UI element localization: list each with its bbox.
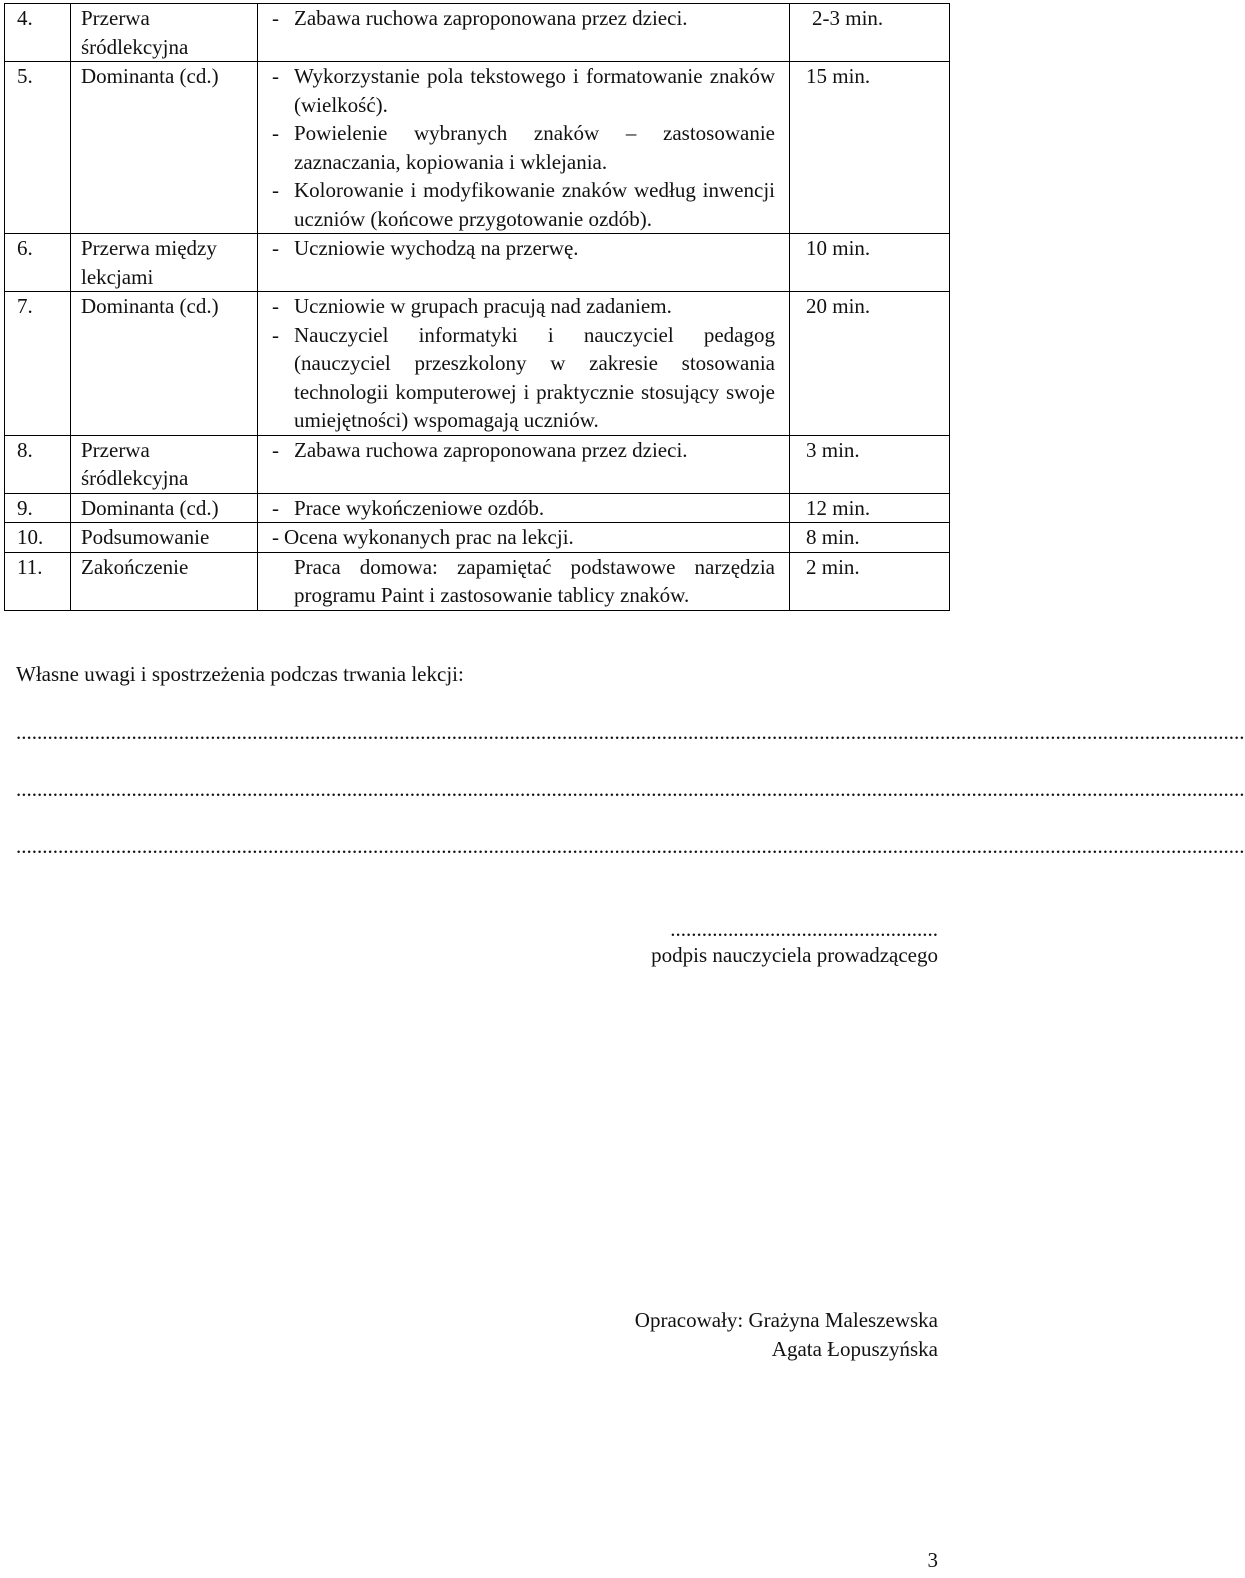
signature-label: podpis nauczyciela prowadzącego [651,943,938,967]
activity-text: Uczniowie wychodzą na przerwę. [294,236,579,260]
activity-dash: - [272,236,279,260]
row-number-cell [5,292,71,436]
activities-cell [258,4,790,62]
phase-name-cell [71,62,258,234]
activities-cell [258,234,790,292]
activity-text: Uczniowie w grupach pracują nad zadaniem. [294,294,672,318]
activity-dash: - [272,64,279,88]
row-number: 7. [17,294,33,318]
activity-text: Powielenie wybranych znaków – zastosowanie zaznaczania, kopiowania i wklejania. [294,121,775,174]
activity-dash: - [272,322,279,347]
phase-name-cell [71,493,258,523]
notes-dot-line-2: .......................................................................................................................................................................................................................................... [16,777,1245,801]
phase-name: Zakończenie [81,554,189,579]
notes-dot-line-3: .......................................................................................................................................................................................................................................... [16,834,1245,858]
authors-block [635,1306,938,1363]
row-number: 9. [17,495,33,520]
activity-text: Kolorowanie i modyfikowanie znaków według inwencji uczniów (końcowe przygotowanie ozdób). [294,178,775,231]
duration: 10 min. [806,236,871,260]
table-row [5,234,950,292]
activity-dash: - [272,294,279,318]
activity-text: Zabawa ruchowa zaproponowana przez dzieci. [294,6,688,30]
duration: 2 min. [806,554,860,579]
authors-line-2: Agata Łopuszyńska [771,1336,938,1361]
phase-name: śródlekcyjna [81,466,189,490]
activities-cell [258,552,790,610]
activities-cell [258,62,790,234]
row-number-cell [5,4,71,62]
row-number: 8. [17,437,33,462]
activity-text: Ocena wykonanych prac na lekcji. [284,525,574,549]
row-number-cell [5,552,71,610]
phase-name-cell [71,234,258,292]
row-number: 11. [17,554,43,579]
notes-dot-line-1: .......................................................................................................................................................................................................................................... [16,720,1245,744]
duration-cell [790,552,950,610]
phase-name: Przerwa [81,6,150,30]
activity-item [258,234,789,263]
activity-dash: - [272,525,279,549]
row-number: 5. [17,64,33,88]
phase-name: Przerwa między [81,236,217,260]
activity-item [258,119,789,176]
phase-name-cell [71,552,258,610]
row-number: 10. [17,525,44,549]
activity-text: Praca domowa: zapamiętać podstawowe narzędzia programu Paint i zastosowanie tablicy znaków. [294,554,775,607]
row-number-cell [5,493,71,523]
duration-cell [790,4,950,62]
duration: 8 min. [806,525,860,549]
row-number-cell [5,435,71,493]
row-number-cell [5,62,71,234]
activity-dash: - [272,121,279,145]
activity-dash: - [272,437,279,462]
lesson-plan-table [4,3,950,611]
duration-cell [790,292,950,436]
duration: 3 min. [806,437,860,462]
signature-dot-line: ................................................... [670,917,938,941]
activity-text: Zabawa ruchowa zaproponowana przez dzieci. [294,437,688,462]
duration-cell [790,62,950,234]
phase-name: Dominanta (cd.) [81,495,219,520]
activity-dash: - [272,6,279,30]
table-row [5,62,950,234]
activity-item [258,292,789,321]
activities-cell [258,523,790,553]
activity-item [258,4,789,33]
row-number-cell [5,234,71,292]
activity-item [258,321,789,435]
row-number: 4. [17,6,33,30]
activity-item [258,523,789,552]
activities-cell [258,292,790,436]
activity-item [258,176,789,233]
phase-name: lekcjami [81,264,154,289]
activity-dash [272,553,294,610]
phase-name-cell [71,435,258,493]
activity-item [258,494,789,523]
phase-name: Dominanta (cd.) [81,64,219,88]
table-row [5,523,950,553]
table-row [5,493,950,523]
row-number: 6. [17,236,33,260]
authors-line-1: Opracowały: Grażyna Maleszewska [634,1308,938,1332]
activity-text: Prace wykończeniowe ozdób. [294,495,545,520]
duration-cell [790,435,950,493]
activity-item [258,436,789,465]
activity-dash: - [272,178,279,202]
duration-cell [790,493,950,523]
duration: 20 min. [806,294,871,318]
duration-cell [790,234,950,292]
phase-name: Przerwa [81,437,150,462]
phase-name-cell [71,4,258,62]
row-number-cell [5,523,71,553]
phase-name: Dominanta (cd.) [81,294,219,318]
activity-dash: - [272,495,279,520]
phase-name: śródlekcyjna [81,34,189,59]
phase-name-cell [71,292,258,436]
phase-name-cell [71,523,258,553]
phase-name: Podsumowanie [81,525,210,549]
duration: 15 min. [806,64,871,88]
activity-text: Nauczyciel informatyki i nauczyciel pedagog (nauczyciel przeszkolony w zakresie stosowania technologii komputerowej i praktycznie stosujący swoje umiejętności) wspomagają uczniów. [294,322,775,432]
activities-cell [258,493,790,523]
duration: 2-3 min. [812,6,884,30]
table-row [5,4,950,62]
duration: 12 min. [806,495,871,520]
table-row [5,292,950,436]
table-row [5,435,950,493]
notes-label: Własne uwagi i spostrzeżenia podczas trwania lekcji: [16,662,464,686]
activities-cell [258,435,790,493]
table-row [5,552,950,610]
page-number: 3 [927,1548,938,1572]
activity-text: Wykorzystanie pola tekstowego i formatowanie znaków (wielkość). [294,64,775,117]
activity-item [258,553,789,610]
activity-item [258,62,789,119]
duration-cell [790,523,950,553]
